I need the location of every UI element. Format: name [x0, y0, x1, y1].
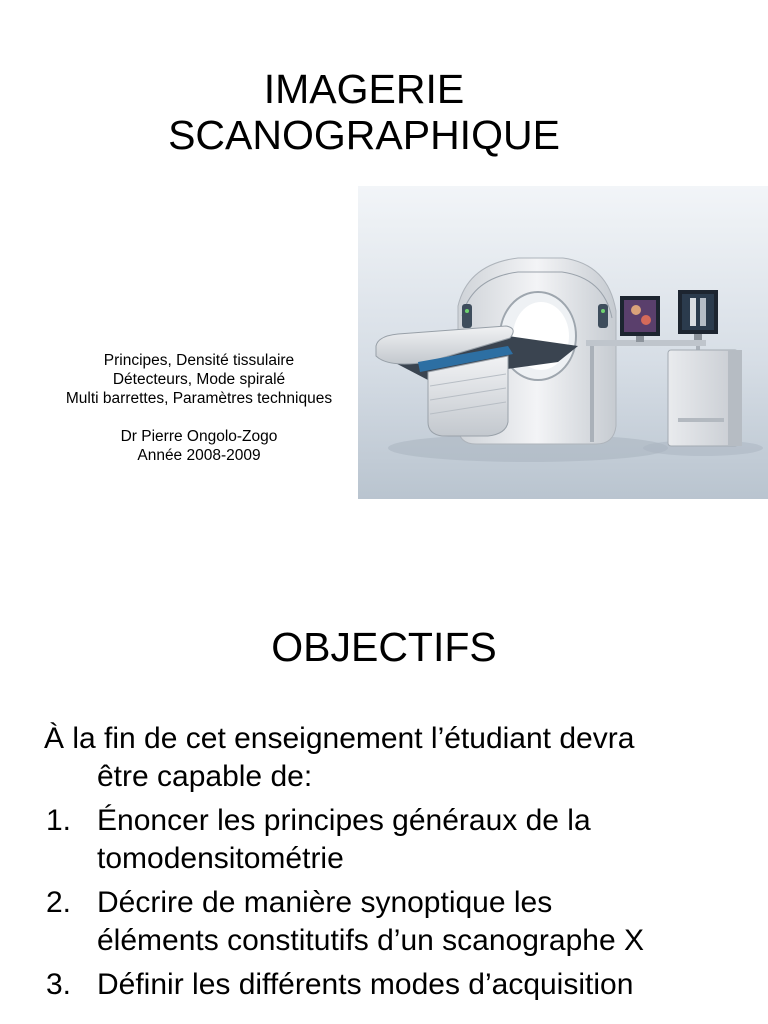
objective-line: Énoncer les principes généraux de la — [97, 804, 591, 837]
intro-line-2: être capable de: — [97, 760, 313, 793]
title-line-1: IMAGERIE — [263, 66, 465, 112]
objective-item-1 — [44, 802, 744, 878]
subtitle-line-3: Multi barrettes, Paramètres techniques — [65, 390, 333, 407]
author-name: Dr Pierre Ongolo-Zogo — [120, 428, 278, 445]
subtitle-gap — [30, 408, 368, 427]
objective-line: Définir les différents modes d’acquisition — [97, 968, 634, 1001]
slide-objectives — [0, 560, 768, 1024]
objectives-body — [44, 720, 744, 1010]
objective-line: éléments constitutifs d’un scanographe X — [97, 924, 644, 957]
objective-line: tomodensitométrie — [97, 842, 344, 875]
academic-year: Année 2008-2009 — [137, 447, 261, 464]
objectives-heading: OBJECTIFS — [271, 624, 497, 670]
intro-line-1: À la fin de cet enseignement l’étudiant devra — [44, 722, 635, 755]
objective-item-2 — [44, 884, 744, 960]
title-line-2: SCANOGRAPHIQUE — [168, 112, 560, 158]
objective-line: Décrire de manière synoptique les — [97, 886, 553, 919]
objective-number: 1. — [46, 804, 72, 837]
objective-item-3 — [44, 966, 744, 1004]
subtitle-line-1: Principes, Densité tissulaire — [103, 352, 295, 369]
objective-number: 2. — [46, 886, 72, 919]
objective-number: 3. — [46, 968, 72, 1001]
ct-scanner-photo — [358, 186, 768, 499]
objectives-intro — [44, 720, 744, 796]
slide-title-heading — [0, 66, 728, 158]
slide-subtitle — [30, 351, 368, 465]
subtitle-line-2: Détecteurs, Mode spiralé — [112, 371, 286, 388]
